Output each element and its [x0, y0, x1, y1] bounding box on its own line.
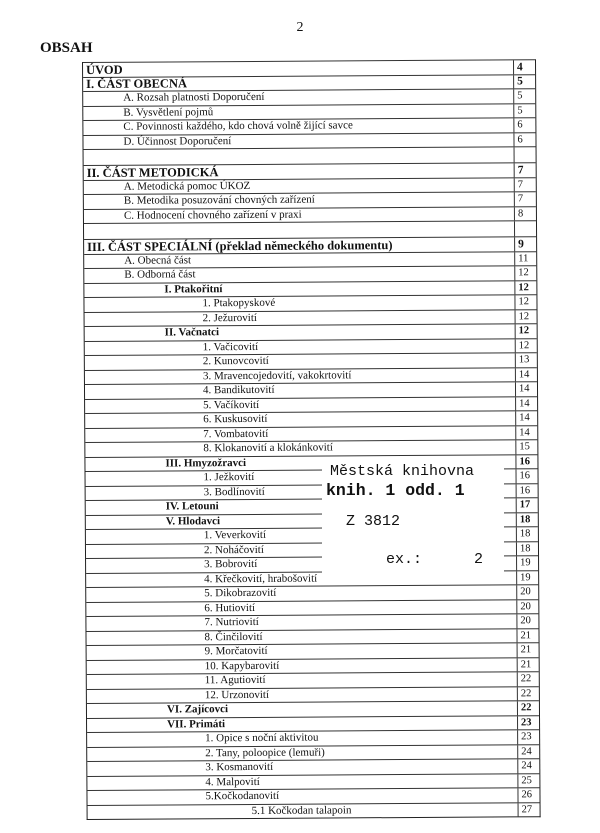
toc-page-number: 14 [515, 368, 537, 382]
toc-page-number: 14 [515, 382, 537, 396]
toc-entry-label: 2. Noháčovití [203, 543, 264, 557]
toc-entry-label: IV. Letouni [165, 500, 219, 513]
toc-entry-label: B. Vysvětlení pojmů [123, 105, 214, 119]
toc-entry-label: B. Odborná část [124, 268, 196, 281]
toc-page-number: 20 [516, 600, 538, 614]
toc-page-number: 27 [518, 803, 540, 817]
toc-page-number: 24 [517, 759, 539, 773]
toc-page-number: 12 [515, 324, 537, 338]
toc-page-number: 5 [513, 89, 535, 103]
toc-page-number [514, 147, 536, 162]
toc-page-number: 14 [515, 411, 537, 425]
toc-page-number: 18 [516, 542, 538, 556]
toc-entry-label: V. Hlodavci [165, 514, 221, 528]
toc-page-number: 6 [513, 133, 535, 147]
table-of-contents [82, 59, 541, 820]
toc-page-number: 15 [515, 440, 537, 454]
toc-entry-label: A. Rozsah platnosti Doporučení [123, 91, 265, 104]
toc-entry-label: 10. Kapybarovití [204, 659, 280, 673]
toc-entry-label: B. Metodika posuzování chovných zařízení [123, 193, 315, 207]
toc-entry-label: VII. Primáti [167, 717, 226, 731]
toc-page-number: 6 [513, 118, 535, 132]
toc-entry-label: ÚVOD [86, 62, 123, 77]
toc-page-number: 16 [516, 484, 538, 498]
toc-page-number: 16 [515, 455, 537, 469]
toc-entry-label: I. ČÁST OBECNÁ [86, 76, 188, 91]
stamp-copy-label: ex.: [386, 551, 423, 568]
toc-entry-label: III. ČÁST SPECIÁLNÍ (překlad německého dokumentu) [87, 237, 393, 254]
toc-page-number: 21 [516, 629, 538, 643]
toc-page-number: 12 [515, 310, 537, 324]
toc-entry-label: VI. Zajícovci [166, 703, 229, 716]
toc-page-number: 18 [516, 527, 538, 541]
toc-entry-label: C. Hodnocení chovného zařízení v praxi [123, 208, 302, 222]
toc-entry-label: 1. Veverkovití [203, 529, 267, 542]
toc-entry-label: 5. Vačíkovití [203, 398, 260, 412]
toc-entry-label: I. Ptakořitní [164, 282, 223, 296]
stamp-copy-number: 2 [474, 551, 484, 568]
toc-page-number: 14 [515, 397, 537, 411]
toc-entry-label: 7. Nutriovití [204, 616, 259, 629]
toc-entry-label: A. Metodická pomoc ÚKOZ [123, 179, 251, 193]
toc-page-number: 21 [517, 658, 539, 672]
toc-page-number: 5 [513, 104, 535, 118]
toc-page-number: 20 [516, 585, 538, 599]
toc-page-number: 24 [517, 745, 539, 759]
toc-entry-label: 12. Urzonovití [204, 688, 270, 702]
stamp-signature-code: Z 3812 [346, 513, 401, 530]
toc-page-number: 11 [514, 252, 536, 266]
toc-entry-label: 2. Kunovcovití [202, 355, 269, 368]
toc-entry-label: 11. Agutiovití [204, 674, 266, 687]
toc-entry-label: 5. Dikobrazovití [204, 587, 277, 600]
toc-entry-label: 6. Hutiovití [204, 601, 256, 615]
toc-page-number: 18 [516, 513, 538, 527]
toc-entry-label: 8. Klokanovití a klokánkovití [203, 441, 333, 455]
page-number: 2 [296, 20, 304, 35]
toc-page-number: 17 [516, 498, 538, 512]
toc-page-number: 23 [517, 730, 539, 744]
toc-entry-label: III. Hmyzožravci [165, 456, 247, 470]
toc-entry-label: 5.1 Kočkodan talapoin [251, 804, 352, 817]
toc-page-number: 4 [513, 60, 535, 74]
toc-entry-label: II. ČÁST METODICKÁ [86, 164, 219, 180]
toc-entry-label: 3. Kosmanovití [205, 761, 274, 774]
toc-page-number: 23 [517, 716, 539, 730]
toc-page-number: 7 [514, 192, 536, 206]
toc-page-number: 12 [514, 266, 536, 280]
toc-page-number: 20 [516, 614, 538, 628]
toc-page-number: 8 [514, 207, 536, 221]
toc-page-number: 7 [514, 178, 536, 192]
toc-page-number: 22 [517, 701, 539, 715]
toc-page-number: 19 [516, 571, 538, 585]
toc-page-number: 13 [515, 353, 537, 367]
toc-entry-label: 5.Kočkodanovití [205, 790, 280, 803]
toc-page-number: 22 [517, 687, 539, 701]
toc-page-number: 12 [514, 295, 536, 309]
toc-page-number: 16 [515, 469, 537, 483]
toc-page-number [514, 221, 536, 236]
toc-entry-label: II. Vačnatci [164, 326, 220, 339]
toc-page-number: 14 [515, 426, 537, 440]
toc-row [88, 802, 540, 819]
toc-entry-label: 1. Opice s noční aktivitou [205, 731, 319, 745]
toc-page-number: 21 [517, 643, 539, 657]
toc-entry-label: C. Povinnosti každého, kdo chová volně žijící savce [123, 119, 353, 133]
stamp-library-name: Městská knihovna [330, 463, 475, 480]
toc-entry-label: 3. Bobrovití [204, 558, 258, 571]
toc-page-number: 19 [516, 556, 538, 570]
toc-page-number: 12 [515, 339, 537, 353]
toc-page-number: 12 [514, 281, 536, 295]
toc-entry-label: D. Účinnost Doporučení [123, 134, 232, 148]
stamp-department: knih. 1 odd. 1 [326, 481, 465, 500]
toc-entry-label: 7. Vombatovití [203, 427, 269, 441]
toc-entry-label: 1. Vačicovití [202, 340, 259, 354]
toc-page-number: 22 [517, 672, 539, 686]
toc-page-number: 25 [517, 774, 539, 788]
toc-entry-label: A. Obecná část [124, 254, 192, 267]
toc-entry-label: 9. Morčatovití [204, 645, 268, 658]
toc-page-number: 7 [514, 163, 536, 177]
toc-entry-label: 4. Křečkovití, hrabošovití [204, 572, 318, 586]
toc-page-number: 9 [514, 237, 536, 251]
toc-entry-label: 3. Mravencojedovití, vakokrtovití [202, 369, 352, 383]
toc-entry-label: 6. Kuskusovití [203, 413, 268, 426]
toc-page-number: 26 [517, 788, 539, 802]
toc-page-number: 5 [513, 75, 535, 89]
toc-entry-label: 1. Ježkovití [203, 471, 255, 484]
page-title: OBSAH [40, 40, 93, 56]
toc-entry-label: 1. Ptakopyskové [202, 297, 276, 310]
toc-entry-label: 4. Bandikutovití [202, 384, 275, 397]
toc-entry-label: 2. Ježurovití [202, 311, 257, 325]
toc-entry-label: 2. Tany, poloopice (lemuři) [205, 746, 325, 760]
toc-entry-label: 4. Malpovití [205, 775, 260, 789]
toc-entry-label: 8. Činčilovití [204, 630, 263, 644]
toc-entry-label: 3. Bodlínovití [203, 485, 265, 499]
library-stamp [322, 457, 504, 583]
